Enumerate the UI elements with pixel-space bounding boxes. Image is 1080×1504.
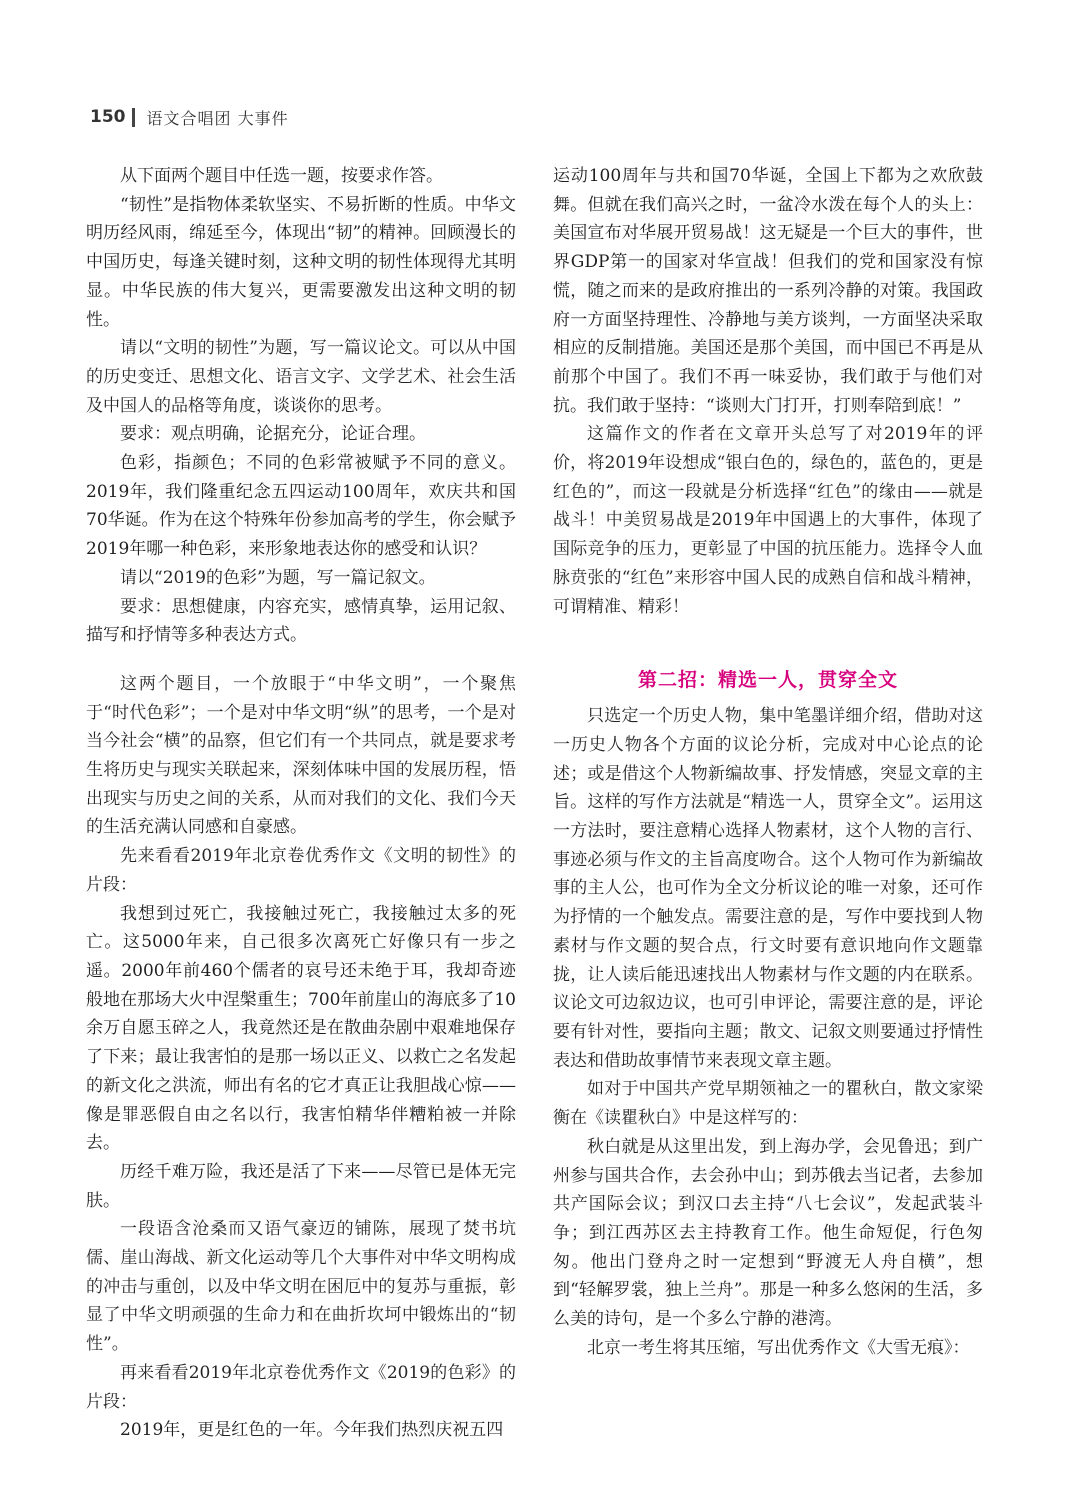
paragraph: 只选定一个历史人物，集中笔墨详细介绍，借助对这一历史人物各个方面的议论分析，完成对中心论点的论述；或是借这个人物新编故事、抒发情感，突显文章的主旨。这样的写作方法就是“精选一人，贯穿全文”。运用这一方法时，要注意精心选择人物素材，这个人物的言行、事迹必须与作文的主旨高度吻合。这个人物可作为新编故事的主人公，也可作为全文分析议论的唯一对象，还可作为抒情的一个触发点。需要注意的是，写作中要找到人物素材与作文题的契合点，行文时要有意识地向作文题靠拢，让人读后能迅速找出人物素材与作文题的内在联系。议论文可边叙边议，也可引申评论，需要注意的是，评论要有针对性，要指向主题；散文、记叙文则要通过抒情性表达和借助故事情节来表现文章主题。 <box>553 706 983 1071</box>
paragraph: 如对于中国共产党早期领袖之一的瞿秋白，散文家梁衡在《读瞿秋白》中是这样写的： <box>553 1079 983 1129</box>
paragraph: 先来看看2019年北京卷优秀作文《文明的韧性》的片段： <box>86 846 516 895</box>
section-title: 第二招：精选一人，贯穿全文 <box>637 669 898 692</box>
page-number: 150 <box>90 107 126 127</box>
excerpt-paragraph: 我想到过死亡，我接触过死亡，我接触过太多的死亡。这5000年来，自己很多次离死亡好像只有一步之遥。2000年前460个儒者的哀号还未绝于耳，我却奇迹般地在那场大火中涅槃重生；700年前崖山的海底多了10余万自愿玉碎之人，我竟然还是在散曲杂剧中艰难地保存了下来；最让我害怕的是那一场以正义、以救亡之名发起的新文化之洪流，师出有名的它才真正让我胆战心惊——像是罪恶假自由之名以行，我害怕精华伴糟粕被一并除去。 <box>86 903 516 1154</box>
paragraph: 这篇作文的作者在文章开头总写了对2019年的评价，将2019年设想成“银白色的，绿色的，蓝色的，更是红色的”，而这一段就是分析选择“红色”的缘由——就是战斗！中美贸易战是2019年中国遇上的大事件，体现了国际竞争的压力，更彰显了中国的抗压能力。选择令人血脉贲张的“红色”来形容中国人民的成熟自信和战斗精神，可谓精准、精彩！ <box>553 424 983 617</box>
header-divider <box>132 108 135 127</box>
paragraph: 要求：观点明确，论据充分，论证合理。 <box>120 424 426 445</box>
book-title: 语文合唱团 大事件 <box>146 108 289 128</box>
excerpt-paragraph: 2019年，更是红色的一年。今年我们热烈庆祝五四 <box>120 1420 504 1441</box>
paragraph: 一段语含沧桑而又语气豪迈的铺陈，展现了焚书坑儒、崖山海战、新文化运动等几个大事件对中华文明构成的冲击与重创，以及中华文明在困厄中的复苏与重振，彰显了中华文明顽强的生命力和在曲折坎坷中锻炼出的“韧性”。 <box>86 1219 516 1355</box>
prompt-paragraph: “韧性”是指物体柔软坚实、不易折断的性质。中华文明历经风雨，绵延至今，体现出“韧”的精神。回顾漫长的中国历史，每逢关键时刻，这种文明的韧性体现得尤其明显。中华民族的伟大复兴，更需要激发出这种文明的韧性。 <box>86 194 516 330</box>
paragraph: 再来看看2019年北京卷优秀作文《2019的色彩》的片段： <box>86 1362 516 1412</box>
paragraph: 从下面两个题目中任选一题，按要求作答。 <box>120 166 443 186</box>
paragraph: 这两个题目，一个放眼于“中华文明”，一个聚焦于“时代色彩”；一个是对中华文明“纵”的思考，一个是对当今社会“横”的品察，但它们有一个共同点，就是要求考生将历史与现实关联起来，深刻体味中国的发展历程，悟出现实与历史之间的关系，从而对我们的文化、我们今天的生活充满认同感和自豪感。 <box>86 673 516 838</box>
right-column <box>553 162 983 1362</box>
excerpt-paragraph: 运动100周年与共和国70华诞，全国上下都为之欢欣鼓舞。但就在我们高兴之时，一盆冷水泼在每个人的头上：美国宣布对华展开贸易战！这无疑是一个巨大的事件，世界GDP第一的国家对华宣战！但我们的党和国家没有惊慌，随之而来的是政府推出的一系列冷静的对策。我国政府一方面坚持理性、冷静地与美方谈判，一方面坚决采取相应的反制措施。美国还是那个美国，而中国已不再是从前那个中国了。我们不再一味妥协，我们敢于与他们对抗。我们敢于坚持：“谈则大门打开，打则奉陪到底！” <box>553 166 983 416</box>
left-column <box>86 162 516 1445</box>
paragraph: 要求：思想健康，内容充实，感情真挚，运用记叙、描写和抒情等多种表达方式。 <box>86 596 516 646</box>
excerpt-paragraph: 秋白就是从这里出发，到上海办学，会见鲁迅；到广州参与国共合作，去会孙中山；到苏俄去当记者，去参加共产国际会议；到汉口去主持“八七会议”，发起武装斗争；到江西苏区去主持教育工作。他生命短促，行色匆匆。他出门登舟之时一定想到“野渡无人舟自横”，想到“轻解罗裳，独上兰舟”。那是一种多么悠闲的生活，多么美的诗句，是一个多么宁静的港湾。 <box>553 1136 983 1330</box>
excerpt-paragraph: 历经千难万险，我还是活了下来——尽管已是体无完肤。 <box>86 1161 516 1211</box>
paragraph: 请以“文明的韧性”为题，写一篇议论文。可以从中国的历史变迁、思想文化、语言文字、文学艺术、社会生活及中国人的品格等角度，谈谈你的思考。 <box>86 338 516 416</box>
page-header <box>90 104 289 130</box>
paragraph: 请以“2019的色彩”为题，写一篇记叙文。 <box>120 567 436 588</box>
paragraph: 北京一考生将其压缩，写出优秀作文《大雪无痕》： <box>587 1337 970 1358</box>
prompt-paragraph: 色彩，指颜色；不同的色彩常被赋予不同的意义。2019年，我们隆重纪念五四运动100周年，欢庆共和国70华诞。作为在这个特殊年份参加高考的学生，你会赋予2019年哪一种色彩，来形象地表达你的感受和认识？ <box>86 453 516 560</box>
